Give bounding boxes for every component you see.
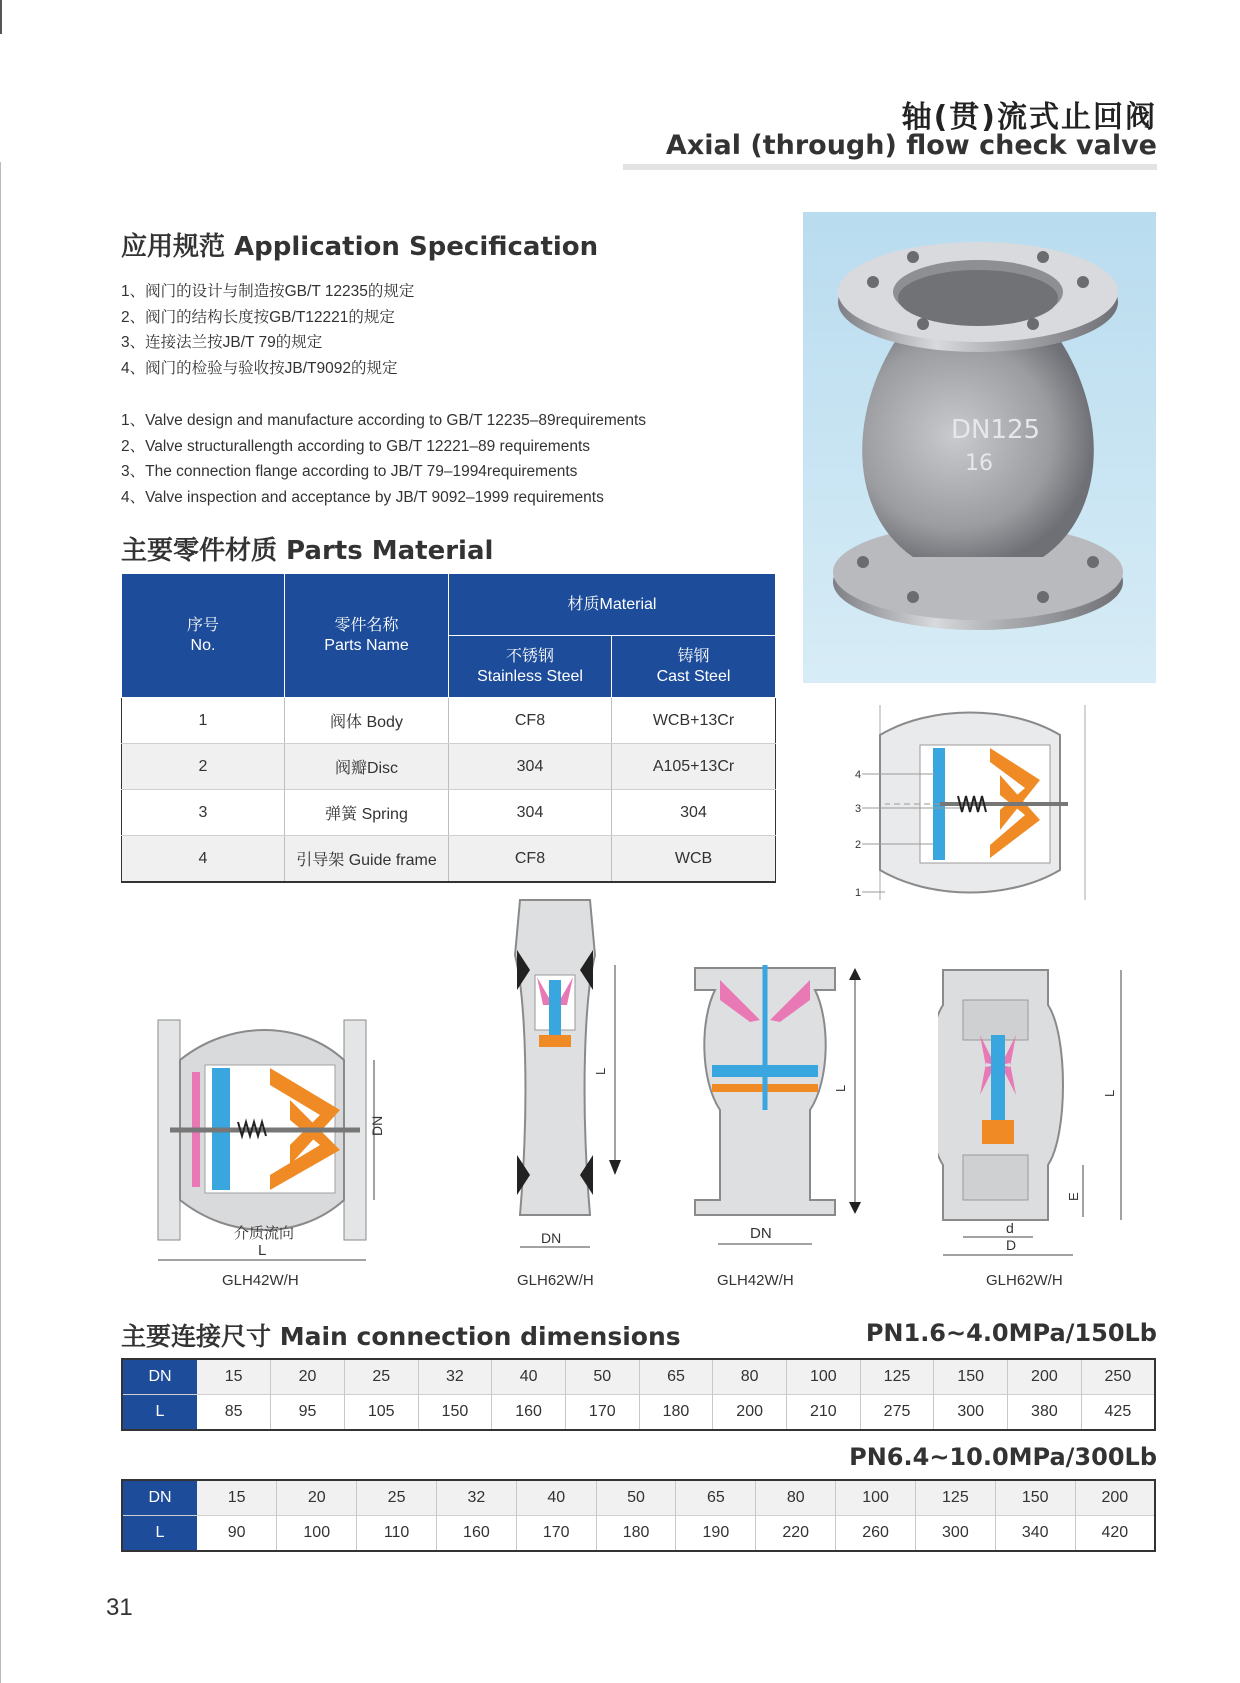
cell-dn: 15 [197, 1359, 271, 1395]
cell-l: 180 [639, 1395, 713, 1431]
row-header-l: L [122, 1516, 197, 1552]
cell-l: 105 [344, 1395, 418, 1431]
spec-item-en: 4、Valve inspection and acceptance by JB/T 9092–1999 requirements [121, 488, 604, 506]
callout-label: 3 [855, 803, 862, 815]
cell-l: 170 [516, 1516, 596, 1552]
spec-item-en: 1、Valve design and manufacture according to GB/T 12235–89requirements [121, 412, 647, 429]
cell-l: 190 [676, 1516, 756, 1552]
cell-ss: CF8 [449, 836, 612, 883]
cell-l: 260 [836, 1516, 916, 1552]
cell-l: 300 [934, 1395, 1008, 1431]
spec-item-cn: 1、阀门的设计与制造按GB/T 12235的规定 [121, 283, 415, 300]
cell-l: 110 [357, 1516, 437, 1552]
cell-l: 160 [436, 1516, 516, 1552]
cell-l: 200 [713, 1395, 787, 1431]
cell-l: 380 [1008, 1395, 1082, 1431]
cell-ss: 304 [449, 744, 612, 790]
table-row [122, 790, 776, 836]
col-ss-en: Stainless Steel [477, 667, 583, 685]
col-header-cast [612, 636, 776, 698]
cell-name: 弹簧 Spring [285, 790, 449, 836]
cell-dn: 250 [1081, 1359, 1155, 1395]
casting-text: 16 [965, 451, 993, 476]
col-name-cn: 零件名称 [334, 616, 399, 634]
table-row [122, 1516, 1155, 1552]
spec-item-cn: 4、阀门的检验与验收按JB/T9092的规定 [121, 359, 398, 377]
cell-dn: 100 [787, 1359, 861, 1395]
drawing-caption: GLH42W/H [222, 1272, 299, 1289]
row-header-l: L [122, 1395, 197, 1431]
spec-list-en [121, 408, 646, 510]
cell-name: 引导架 Guide frame [285, 836, 449, 883]
col-header-name [285, 574, 449, 698]
drawing-caption: GLH62W/H [517, 1272, 594, 1289]
dimensions-heading: 主要连接尺寸 Main connection dimensions [121, 1322, 681, 1351]
spec-item-cn: 3、连接法兰按JB/T 79的规定 [121, 334, 323, 351]
spec-item-en: 3、The connection flange according to JB/T 79–1994requirements [121, 463, 578, 480]
col-no-cn: 序号 [186, 616, 219, 634]
cell-l: 220 [756, 1516, 836, 1552]
page-title-en: Axial (through) flow check valve [665, 130, 1157, 161]
drawing-caption: GLH62W/H [986, 1272, 1063, 1289]
cell-dn: 15 [197, 1480, 277, 1516]
table-row [122, 1395, 1155, 1431]
flow-direction-label: 介质流向 [234, 1225, 295, 1242]
dim-l-label: L [258, 1242, 267, 1259]
cell-dn: 25 [344, 1359, 418, 1395]
cell-ss: CF8 [449, 698, 612, 744]
casting-text: DN125 [951, 415, 1041, 445]
table-row [122, 836, 776, 883]
cell-dn: 125 [915, 1480, 995, 1516]
cell-dn: 50 [596, 1480, 676, 1516]
col-header-no [122, 574, 285, 698]
cell-dn: 200 [1075, 1480, 1155, 1516]
drawing-glh42-vertical [690, 960, 870, 1260]
pressure-class-label: PN1.6~4.0MPa/150Lb [865, 1319, 1157, 1347]
cell-dn: 40 [492, 1359, 566, 1395]
pressure-class-label: PN6.4~10.0MPa/300Lb [849, 1443, 1157, 1471]
dim-e-label: E [1066, 1192, 1081, 1201]
dim-dn-label: DN [541, 1230, 562, 1246]
section-drawing-small [840, 700, 1100, 910]
cell-dn: 150 [995, 1480, 1075, 1516]
cell-l: 210 [787, 1395, 861, 1431]
col-name-en: Parts Name [324, 636, 409, 654]
callout-label: 4 [855, 769, 862, 781]
drawing-glh62-section [938, 965, 1138, 1265]
col-header-stainless [449, 636, 612, 698]
cell-dn: 65 [639, 1359, 713, 1395]
spec-list-cn [121, 279, 414, 381]
cell-dn: 32 [418, 1359, 492, 1395]
page-edge-line [0, 162, 1, 1683]
cell-no: 1 [122, 698, 285, 744]
cell-no: 4 [122, 836, 285, 883]
cell-dn: 80 [713, 1359, 787, 1395]
cell-l: 170 [565, 1395, 639, 1431]
cell-dn: 100 [836, 1480, 916, 1516]
col-cs-cn: 铸钢 [677, 647, 710, 665]
cell-l: 180 [596, 1516, 676, 1552]
dimension-table-150lb [121, 1358, 1156, 1431]
cell-cs: WCB [612, 836, 776, 883]
cell-cs: 304 [612, 790, 776, 836]
table-row [122, 698, 776, 744]
cell-l: 340 [995, 1516, 1075, 1552]
cell-dn: 40 [516, 1480, 596, 1516]
cell-dn: 20 [277, 1480, 357, 1516]
cell-dn: 32 [436, 1480, 516, 1516]
dim-d-label: d [1006, 1220, 1014, 1236]
parts-heading: 主要零件材质 Parts Material [121, 536, 494, 566]
cell-l: 420 [1075, 1516, 1155, 1552]
cell-dn: 200 [1008, 1359, 1082, 1395]
drawing-glh42-horizontal [150, 1010, 410, 1280]
page-number: 31 [106, 1594, 133, 1621]
cell-l: 300 [915, 1516, 995, 1552]
cell-dn: 80 [756, 1480, 836, 1516]
row-header-dn: DN [122, 1359, 197, 1395]
row-header-dn: DN [122, 1480, 197, 1516]
dimension-table-300lb [121, 1479, 1156, 1552]
drawing-glh62-vertical [505, 895, 635, 1255]
table-row [122, 1480, 1155, 1516]
cell-l: 100 [277, 1516, 357, 1552]
dim-l-label: L [593, 1067, 608, 1075]
table-row [122, 1359, 1155, 1395]
cell-dn: 50 [565, 1359, 639, 1395]
page-edge-mark [0, 0, 2, 34]
page-title-cn: 轴(贯)流式止回阀 [901, 100, 1157, 135]
spec-item-cn: 2、阀门的结构长度按GB/T12221的规定 [121, 308, 395, 326]
application-heading: 应用规范 Application Specification [121, 232, 599, 262]
cell-cs: A105+13Cr [612, 744, 776, 790]
cell-l: 160 [492, 1395, 566, 1431]
cell-l: 150 [418, 1395, 492, 1431]
col-no-en: No. [190, 636, 216, 654]
cell-dn: 125 [860, 1359, 934, 1395]
dim-l-label: L [833, 1084, 848, 1092]
cell-dn: 25 [357, 1480, 437, 1516]
cell-l: 90 [197, 1516, 277, 1552]
callout-label: 1 [855, 887, 862, 899]
cell-no: 2 [122, 744, 285, 790]
dim-dn-label: DN [750, 1225, 772, 1242]
parts-material-table [121, 573, 776, 883]
col-ss-cn: 不锈钢 [505, 647, 554, 665]
cell-ss: 304 [449, 790, 612, 836]
cell-l: 275 [860, 1395, 934, 1431]
dim-D-label: D [1006, 1237, 1017, 1253]
cell-no: 3 [122, 790, 285, 836]
spec-item-en: 2、Valve structurallength according to GB/T 12221–89 requirements [121, 437, 590, 455]
col-cs-en: Cast Steel [656, 667, 731, 685]
cell-l: 85 [197, 1395, 271, 1431]
callout-label: 2 [855, 839, 862, 851]
table-row [122, 744, 776, 790]
valve-photo [803, 212, 1156, 683]
cell-dn: 20 [271, 1359, 345, 1395]
cell-l: 425 [1081, 1395, 1155, 1431]
drawing-caption: GLH42W/H [717, 1272, 794, 1289]
title-underline [623, 164, 1157, 170]
col-header-material: 材质Material [449, 574, 776, 636]
cell-name: 阀瓣Disc [285, 744, 449, 790]
cell-l: 95 [271, 1395, 345, 1431]
cell-name: 阀体 Body [285, 698, 449, 744]
cell-dn: 150 [934, 1359, 1008, 1395]
dim-dn-label: DN [369, 1115, 385, 1136]
cell-cs: WCB+13Cr [612, 698, 776, 744]
dim-l-label: L [1102, 1089, 1117, 1097]
cell-dn: 65 [676, 1480, 756, 1516]
